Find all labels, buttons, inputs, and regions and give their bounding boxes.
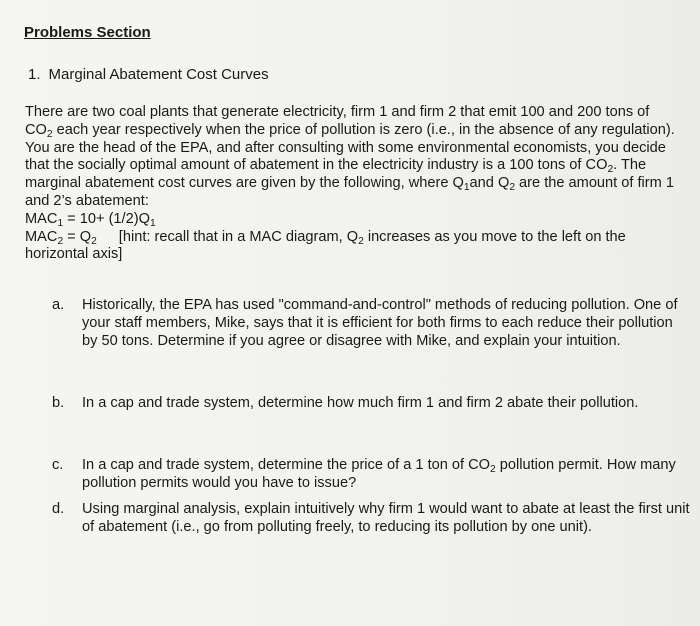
intro-sub-1: 2: [46, 128, 53, 140]
question-letter: b.: [52, 395, 65, 411]
question-text: In a cap and trade system, determine how much firm 1 and firm 2 abate their pollution.: [82, 395, 639, 411]
question-c-sub: 2: [490, 464, 496, 475]
hint-text-2: increases as you move to the left on the horizontal axis]: [25, 228, 626, 263]
question-c: [52, 456, 692, 492]
intro-sub-3: 1: [463, 182, 470, 194]
question-text: Historically, the EPA has used "command-and-control" methods of reducing pollution. One of your staff members, Mike, says that it is efficient for both firms to each reduce their pollution by 50 tons. Determine if you agree or disagree with Mike, and explain your intuition.: [82, 297, 678, 349]
mac2-label: MAC: [25, 228, 58, 245]
question-text: Using marginal analysis, explain intuitively why firm 1 would want to abate at least the first unit of abatement (i.e., go from polluting freely, to reducing its pollution by one unit).: [82, 501, 690, 535]
mac1-sub: 1: [57, 217, 64, 229]
question-letter: d.: [52, 501, 65, 517]
question-b: [52, 394, 692, 412]
intro-text-5: are the amount of firm 1 and 2’s abatement:: [25, 175, 674, 209]
intro-sub-4: 2: [509, 182, 515, 194]
intro-text-4: and Q: [469, 175, 510, 192]
mac2-sub: 2: [57, 235, 64, 247]
problem-intro: [25, 104, 675, 264]
intro-paragraph: [25, 104, 675, 211]
intro-text-3: . The marginal abatement cost curves are given by the following, where Q: [25, 157, 647, 192]
question-d: [52, 500, 692, 536]
problem-number: 1.: [28, 66, 41, 83]
problem-heading: [28, 66, 269, 83]
question-c-text-a: In a cap and trade system, determine the price of a 1 ton of CO: [82, 457, 491, 473]
problem-title: Marginal Abatement Cost Curves: [48, 66, 269, 83]
intro-sub-2: 2: [607, 164, 614, 176]
mac2-equation: [25, 229, 675, 265]
mac2-eq-sub: 2: [91, 235, 97, 247]
question-letter: a.: [52, 297, 65, 313]
mac2-eq: = Q: [63, 228, 92, 245]
intro-text-1: There are two coal plants that generate electricity, firm 1 and firm 2 that emit 100 and 200 tons of CO: [25, 104, 650, 138]
section-title: Problems Section: [24, 24, 151, 41]
mac1-eq: = 10+ (1/2)Q: [63, 210, 150, 227]
intro-text-2: each year respectively when the price of pollution is zero (i.e., in the absence of any regulation). You are the head of the EPA, and after consulting with some environmental economists, you decide that the socially optimal amount of abatement in the electricity industry is a 100 tons of CO: [25, 121, 675, 174]
question-c-text-b: pollution permit. How many pollution permits would you have to issue?: [82, 457, 676, 491]
hint-text-1: [hint: recall that in a MAC diagram, Q: [118, 228, 359, 245]
mac1-label: MAC: [25, 210, 58, 227]
question-a: [52, 296, 692, 350]
mac1-eq-sub: 1: [149, 217, 156, 229]
hint-sub: 2: [358, 235, 364, 247]
question-text: [82, 456, 692, 492]
mac1-equation: [25, 211, 675, 229]
question-letter: c.: [52, 457, 64, 473]
